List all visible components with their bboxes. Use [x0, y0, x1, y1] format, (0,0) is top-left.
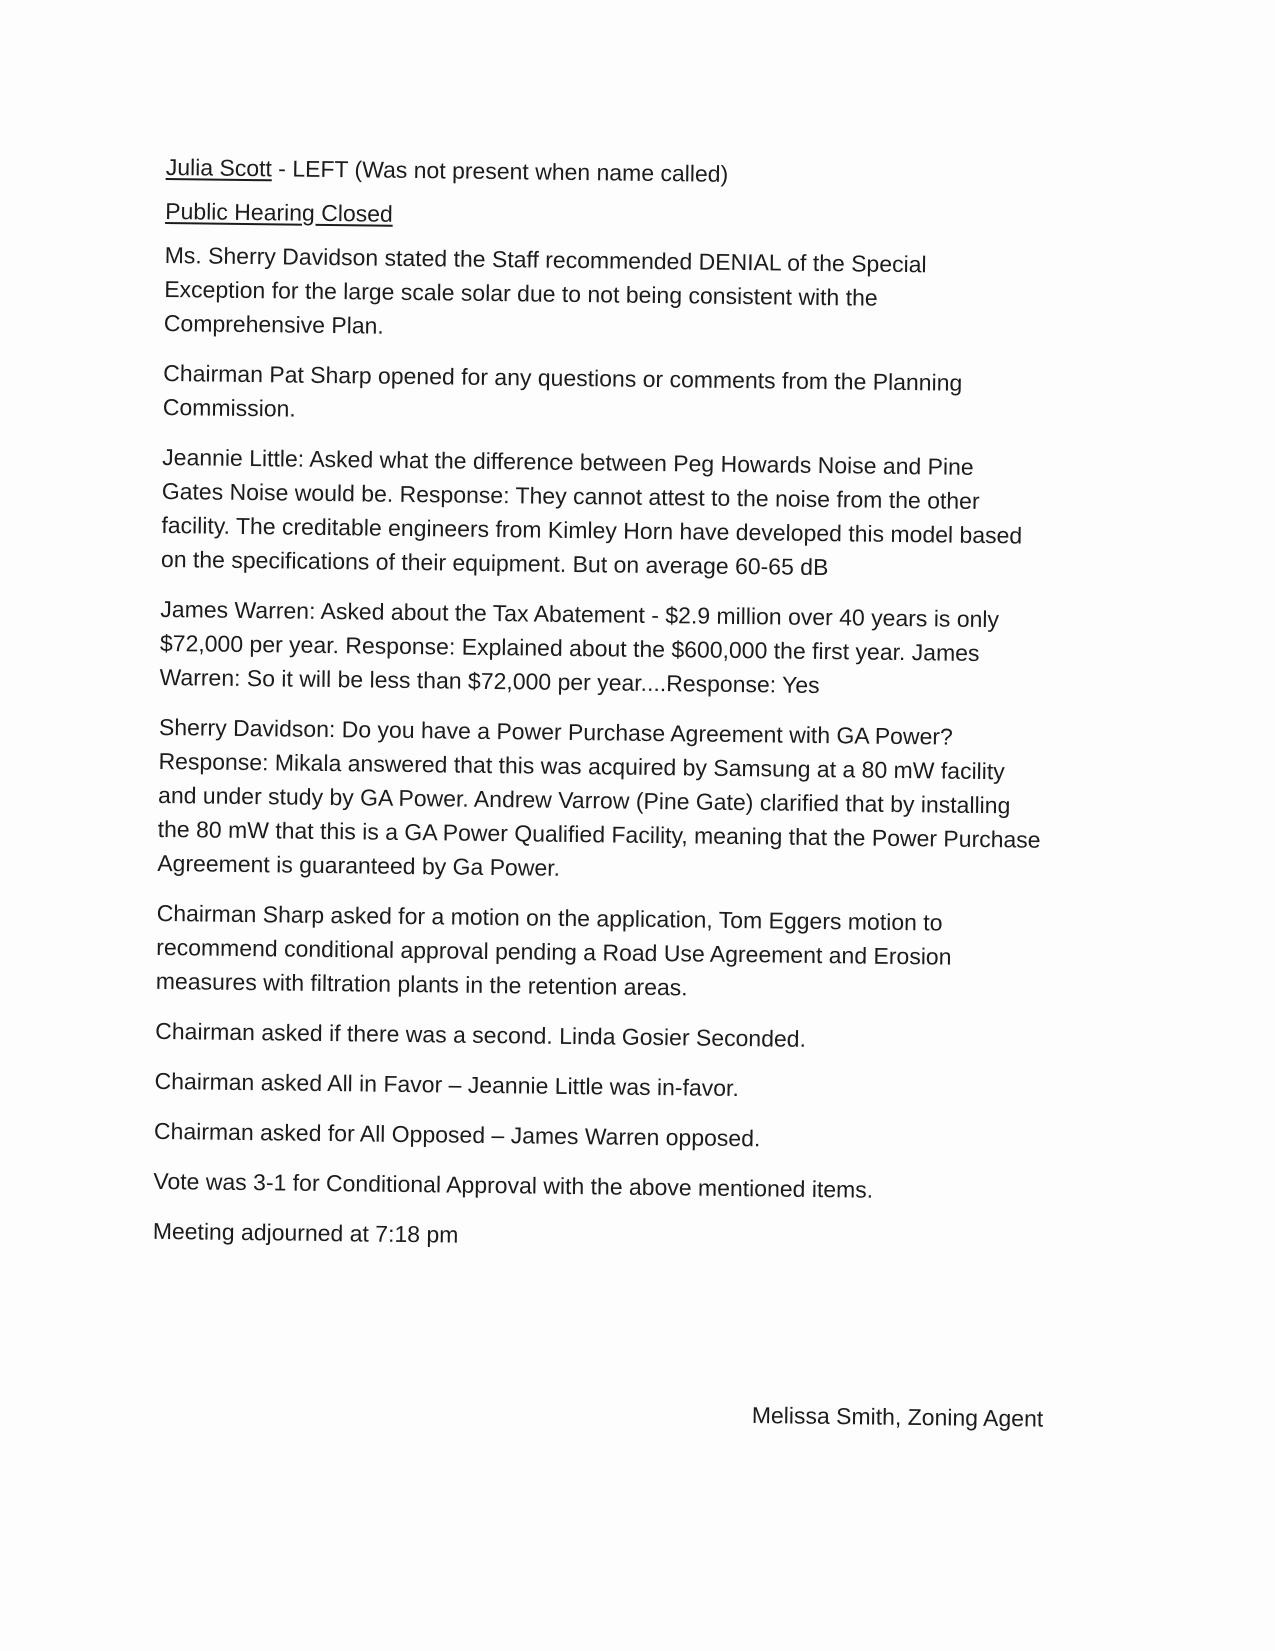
person-name: Julia Scott [165, 153, 273, 182]
paragraph-jeannie-little: Jeannie Little: Asked what the difference between Peg Howards Noise and Pine Gates Noise would be. Response: They cannot attest to the noise from the other facility. The creditable engineers from Kimley Horn have developed this model based on the specifications of their equipment. But on average 60-65 dB [160, 443, 1023, 581]
signature-line: Melissa Smith, Zoning Agent [751, 1401, 1044, 1432]
paragraph-motion: Chairman Sharp asked for a motion on the application, Tom Eggers motion to recommend conditional approval pending a Road Use Agreement and Erosion measures with filtration plants in the retention areas. [155, 899, 952, 1001]
attendance-line [166, 150, 1086, 195]
paragraph-sherry-davidson: Sherry Davidson: Do you have a Power Purchase Agreement with GA Power? Response: Mikala answered that this was acquired by Samsung at a 80 mW facility and under study by GA Power. Andrew Varrow (Pine Gate) clarified that by installing the 80 mW that this is a GA Power Qualified Facility, meaning that the Power Purchase Agreement is guaranteed by Ga Power. [157, 713, 1041, 881]
minutes-body [152, 150, 1086, 1275]
paragraph-chairman-opened: Chairman Pat Sharp opened for any questions or comments from the Planning Commission. [162, 359, 963, 422]
paragraph-james-warren: James Warren: Asked about the Tax Abatement - $2.9 million over 40 years is only $72,000 per year. Response: Explained about the $600,000 the first year. James Warren: So it will be less than $72,000 per year....Response: Yes [159, 595, 1000, 699]
paragraph-vote: Vote was 3-1 for Conditional Approval with the above mentioned items. [153, 1167, 874, 1203]
paragraph-in-favor: Chairman asked All in Favor – Jeannie Little was in-favor. [154, 1067, 739, 1102]
paragraph-adjourned: Meeting adjourned at 7:18 pm [152, 1217, 459, 1248]
paragraph-second: Chairman asked if there was a second. Linda Gosier Seconded. [155, 1017, 807, 1052]
section-heading: Public Hearing Closed [165, 197, 393, 227]
paragraph-staff-recommendation: Ms. Sherry Davidson stated the Staff recommended DENIAL of the Special Exception for the large scale solar due to not being consistent with the Comprehensive Plan. [163, 241, 927, 339]
attendance-note: - LEFT (Was not present when name called) [271, 155, 729, 187]
paragraph-opposed: Chairman asked for All Opposed – James Warren opposed. [153, 1117, 761, 1152]
